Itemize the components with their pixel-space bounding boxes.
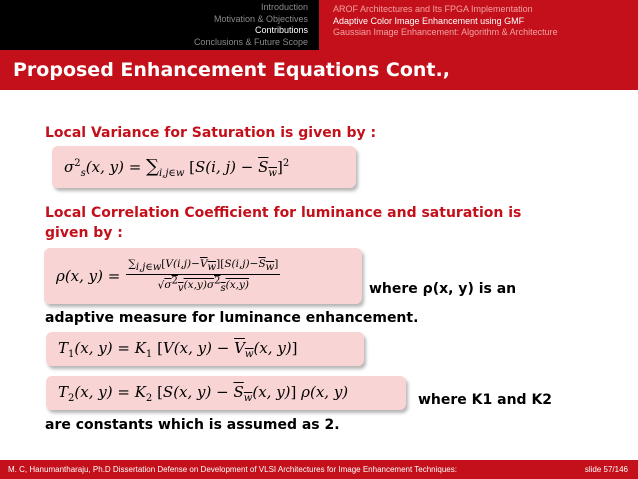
subsection-nav	[319, 0, 638, 50]
header-navigation	[0, 0, 638, 50]
footer-citation: M. C, Hanumantharaju, Ph.D Dissertation Defense on Development of VLSI Architectures for Image Enhancement Techniques:	[8, 465, 457, 474]
nav-subsection-gmf[interactable]: Adaptive Color Image Enhancement using GMF	[333, 15, 525, 26]
nav-subsection-gaussian[interactable]: Gaussian Image Enhancement: Algorithm & Architecture	[333, 27, 558, 37]
where-k-text: where K1 and K2	[418, 392, 553, 408]
slide-number: slide 57/146	[584, 465, 628, 474]
equation-saturation-variance: $\sigma^2_s(x$, $y) = \sum_{i,j\in w}$ [S(i, $j) - S_w]^2$	[52, 146, 356, 188]
constants-text: are constants which is assumed as 2.	[45, 417, 340, 433]
equation-t1: $T_1(x$, $y) = K_1$ [V(x, $y) - V_w(x$, y)]	[46, 332, 364, 366]
nav-section-motivation[interactable]: Motivation & Objectives	[213, 13, 308, 24]
section-nav	[0, 0, 319, 50]
adaptive-measure-text: adaptive measure for luminance enhancement.	[45, 310, 419, 326]
footer-bar	[0, 460, 638, 479]
where-rho-text: where ρ(x, y) is an	[369, 281, 517, 297]
correlation-heading-line2: given by :	[45, 225, 123, 241]
equation-t2: $T_2(x$, $y) = K_2$ [S(x, $y) - S_w(x$, y)] ρ(x, y)	[46, 376, 406, 410]
nav-subsection-arof[interactable]: AROF Architectures and Its FPGA Implementation	[333, 4, 533, 14]
frame-title: Proposed Enhancement Equations Cont.,	[13, 59, 450, 81]
variance-heading: Local Variance for Saturation is given by :	[45, 125, 377, 141]
nav-section-conclusions[interactable]: Conclusions & Future Scope	[193, 36, 308, 47]
correlation-fraction: $\frac{\sum_{i,j\in w}[V(i,j)-V_w][S(i,j)-S_w]}{√\sigma^2_v(x,y)\sigma^2_s(x,y)}$	[128, 257, 279, 295]
correlation-heading-line1: Local Correlation Coefficient for luminance and saturation is	[45, 205, 522, 221]
frame-title-bar	[0, 50, 638, 90]
nav-section-introduction[interactable]: Introduction	[260, 2, 308, 12]
nav-section-contributions[interactable]: Contributions	[254, 25, 308, 35]
equation-correlation-coefficient: ρ(x, y) = $\frac{\sum_{i,j\in w}[V(i,j)-V_w][S(i,j)-S_w]}{√\sigma^2_v(x,y)\sigma^2_s(x,y)}$	[44, 248, 362, 304]
